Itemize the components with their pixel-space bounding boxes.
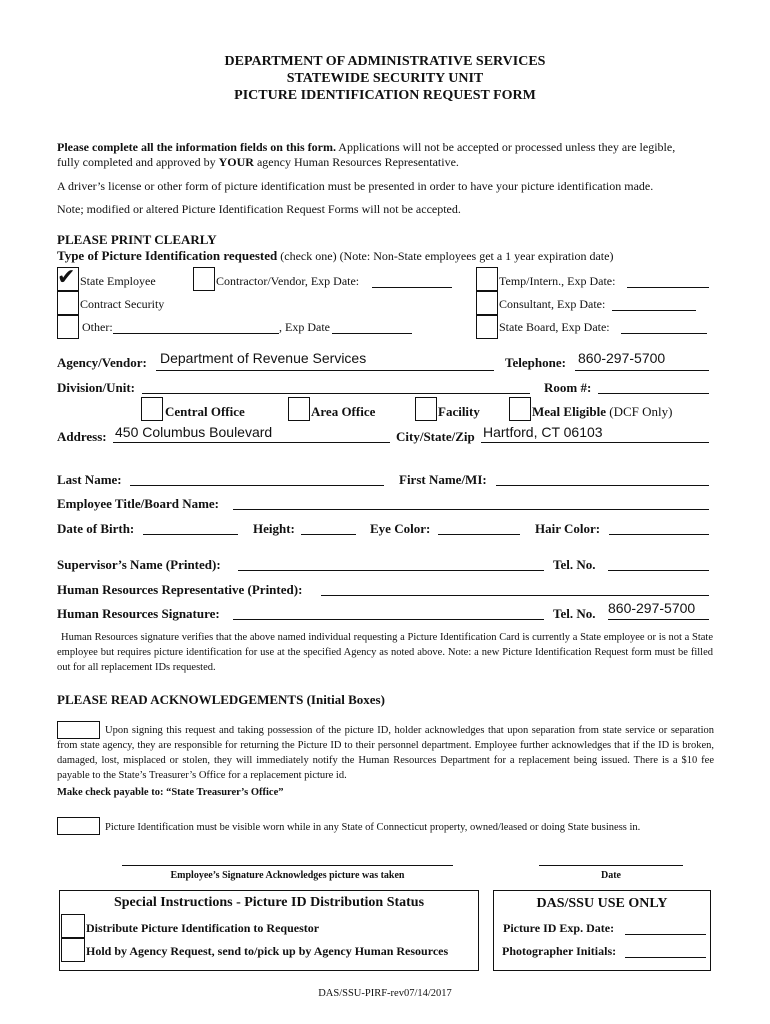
hr-verification-paragraph: Human Resources signature verifies that the above named individual requesting a Picture Identification Card is currently a State employee or is not a State employee but requires picture identification for use at the specified Agency as noted above. Note: a new Picture Identification Request form must be filled out for all replacement IDs requested. [57,632,713,673]
meal-note: (DCF Only) [606,404,673,419]
temp-label: Temp/Intern., Exp Date: [499,274,616,288]
eye-line[interactable] [438,534,520,535]
room-line[interactable] [598,393,709,394]
distribute-label: Distribute Picture Identification to Requestor [86,921,320,935]
area-office-checkbox[interactable] [288,397,310,421]
intro-line-2 [57,155,459,170]
meal-eligible-row [532,404,672,420]
division-label: Division/Unit: [57,380,136,395]
hr-rep-line[interactable] [321,595,709,596]
division-line[interactable] [142,393,530,394]
ack-paragraph-2: Picture Identification must be visible worn while in any State of Connecticut property, owned/leased or doing State business in. [105,822,641,833]
date-caption: Date [601,870,621,881]
hold-checkbox[interactable] [61,938,85,962]
state-board-checkbox[interactable] [476,315,498,339]
intro-line2-pre: fully completed and approved by [57,155,219,169]
consultant-checkbox[interactable] [476,291,498,315]
photographer-label: Photographer Initials: [502,944,617,958]
agency-value[interactable]: Department of Revenue Services [160,350,367,366]
facility-checkbox[interactable] [415,397,437,421]
ack-initial-box-2[interactable] [57,817,100,835]
intro-line-1 [57,140,675,155]
form-unit-title: STATEWIDE SECURITY UNIT [286,71,484,86]
check-payable-note: Make check payable to: “State Treasurer’s Office” [57,787,284,798]
state-employee-label: State Employee [80,274,156,288]
room-label: Room #: [544,380,592,395]
hair-line[interactable] [609,534,709,535]
contractor-label: Contractor/Vendor, Exp Date: [216,274,360,288]
facility-label: Facility [438,404,480,419]
title-line[interactable] [233,509,709,510]
telephone-line[interactable] [575,370,709,371]
address-label: Address: [57,429,107,444]
eye-label: Eye Color: [370,521,431,536]
meal-eligible-checkbox[interactable] [509,397,531,421]
hr-sig-line[interactable] [233,619,544,620]
title-label: Employee Title/Board Name: [57,496,220,511]
ack-paragraph-1: Upon signing this request and taking possession of the picture ID, holder acknowledges that upon separation from state service or separation from state agency, they are responsible for returning the Picture ID to their personnel department. Employee further acknowledges that if the ID is broken, damaged, lost, misplaced or stolen, they will immediately notify the Human Resources Department for a replacement being issued. There is a $10 fee payable to the State’s Treasurer’s Office for a replacement picture id. [57,725,714,781]
consultant-exp-line[interactable] [612,310,696,311]
other-exp-line[interactable] [332,333,412,334]
distribute-checkbox[interactable] [61,914,85,938]
check-mark-icon: ✔ [57,265,76,290]
central-office-checkbox[interactable] [141,397,163,421]
address-line[interactable] [113,442,390,443]
consultant-label: Consultant, Exp Date: [499,297,606,311]
temp-exp-line[interactable] [627,287,709,288]
hr-tel-line[interactable] [608,619,709,620]
supervisor-label: Supervisor’s Name (Printed): [57,557,221,572]
das-ssu-title: DAS/SSU USE ONLY [536,896,668,911]
area-office-label: Area Office [311,404,376,419]
temp-checkbox[interactable] [476,267,498,291]
other-exp-label: , Exp Date [279,320,330,334]
hair-label: Hair Color: [535,521,601,536]
hold-label: Hold by Agency Request, send to/pick up by Agency Human Resources [86,944,449,958]
dob-label: Date of Birth: [57,521,135,536]
license-note: A driver’s license or other form of picture identification must be presented in order to have your picture identification made. [57,179,654,193]
other-label: Other: [82,320,113,334]
other-checkbox[interactable] [57,315,79,339]
contractor-checkbox[interactable] [193,267,215,291]
special-instructions-title: Special Instructions - Picture ID Distribution Status [113,895,425,910]
form-department-title: DEPARTMENT OF ADMINISTRATIVE SERVICES [224,54,546,69]
telephone-label: Telephone: [505,355,566,370]
type-heading-row [57,248,613,264]
photographer-line[interactable] [625,957,706,958]
state-board-label: State Board, Exp Date: [499,320,610,334]
dob-line[interactable] [143,534,238,535]
intro-bold-lead: Please complete all the information fields on this form. [57,140,336,154]
hr-rep-label: Human Resources Representative (Printed): [57,582,303,597]
last-name-label: Last Name: [57,472,122,487]
print-clearly-heading: PLEASE PRINT CLEARLY [57,232,217,247]
signature-caption: Employee’s Signature Acknowledges picture was taken [170,870,405,881]
contract-security-checkbox[interactable] [57,291,79,315]
supervisor-tel-line[interactable] [608,570,709,571]
employee-signature-line[interactable] [122,865,453,866]
form-revision-footer: DAS/SSU-PIRF-rev07/14/2017 [318,988,452,999]
address-value[interactable]: 450 Columbus Boulevard [115,424,273,440]
last-name-line[interactable] [130,485,384,486]
ack-heading: PLEASE READ ACKNOWLEDGEMENTS (Initial Boxes) [57,692,385,707]
intro-line2-bold: YOUR [218,155,254,169]
city-value[interactable]: Hartford, CT 06103 [483,424,603,440]
city-label: City/State/Zip [396,429,475,444]
modified-note: Note; modified or altered Picture Identification Request Forms will not be accepted. [57,202,461,216]
first-name-label: First Name/MI: [399,472,487,487]
picture-id-exp-label: Picture ID Exp. Date: [503,921,615,935]
picture-id-exp-line[interactable] [625,934,706,935]
hr-tel-value[interactable]: 860-297-5700 [608,600,696,616]
agency-label: Agency/Vendor: [57,355,147,370]
telephone-value[interactable]: 860-297-5700 [578,350,666,366]
state-board-exp-line[interactable] [621,333,707,334]
hr-sig-label: Human Resources Signature: [57,606,220,621]
meal-eligible-label: Meal Eligible [532,404,607,419]
supervisor-tel-label: Tel. No. [553,557,596,572]
agency-line[interactable] [156,370,494,371]
intro-rest: Applications will not be accepted or processed unless they are legible, [335,140,676,154]
height-line[interactable] [301,534,356,535]
first-name-line[interactable] [496,485,709,486]
type-note: (check one) (Note: Non-State employees get a 1 year expiration date) [277,249,614,263]
supervisor-line[interactable] [238,570,544,571]
height-label: Height: [253,521,295,536]
central-office-label: Central Office [165,404,245,419]
city-line[interactable] [481,442,709,443]
hr-tel-label: Tel. No. [553,606,596,621]
contractor-exp-line[interactable] [372,287,452,288]
other-line[interactable] [113,333,279,334]
contract-security-label: Contract Security [80,297,165,311]
signature-date-line[interactable] [539,865,683,866]
form-title: PICTURE IDENTIFICATION REQUEST FORM [234,88,536,103]
intro-line2-post: agency Human Resources Representative. [253,155,459,169]
type-heading: Type of Picture Identification requested [57,248,278,263]
